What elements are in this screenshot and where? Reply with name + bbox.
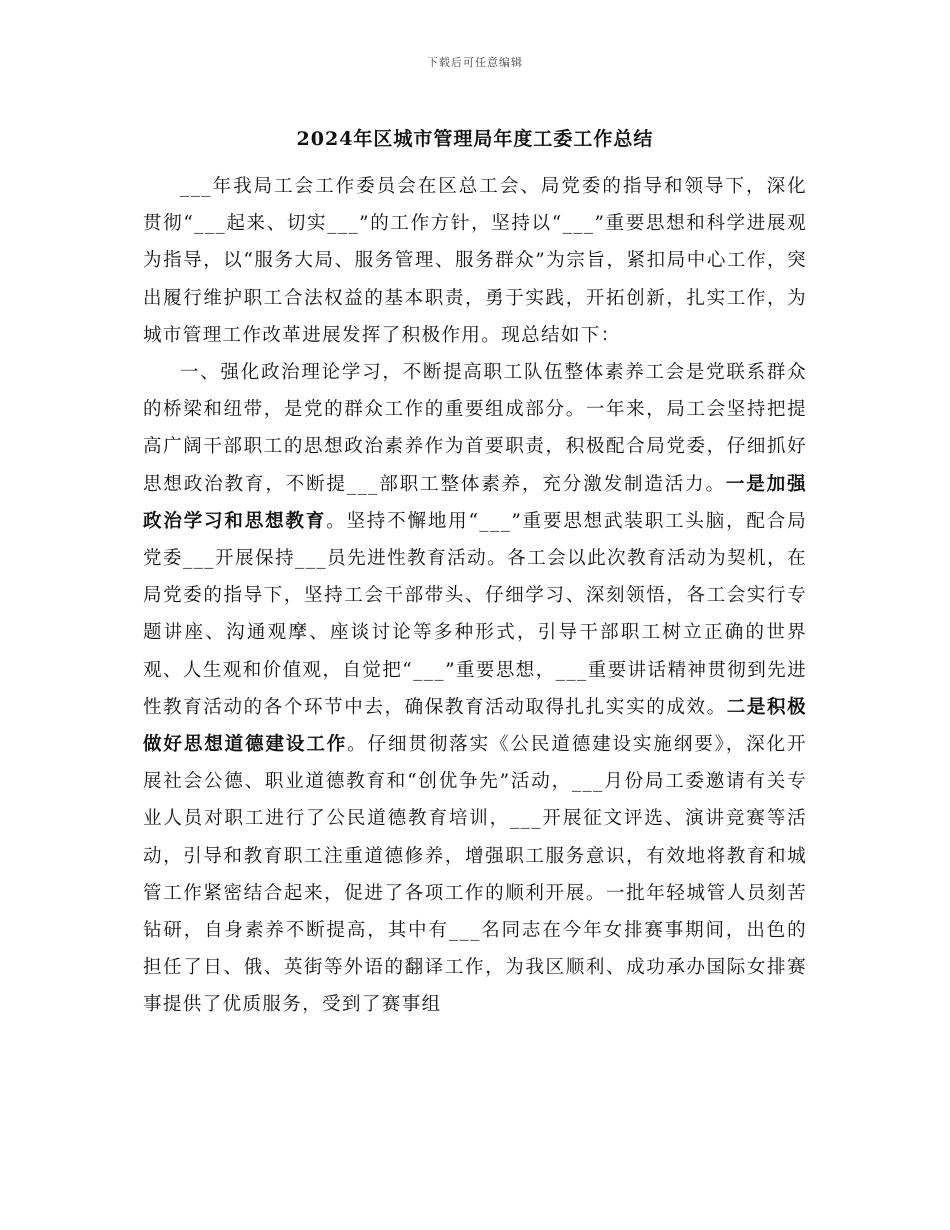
bold-subheading-politics: 一是加强政治学习和思想教育 bbox=[143, 473, 807, 532]
document-title: 2024年区城市管理局年度工委工作总结 bbox=[296, 128, 654, 150]
paragraph-intro bbox=[143, 168, 807, 354]
bold-subheading-ethics: 二是积极做好思想道德建设工作 bbox=[143, 696, 807, 756]
document-body bbox=[143, 168, 807, 1024]
paragraph-text: ___年我局工会工作委员会在区总工会、局党委的指导和领导下，深化贯彻“___起来、切实___”的工作方针，坚持以“___”重要思想和科学进展观为指导，以“服务大局、服务管理、服务群众”为宗旨，紧扣局中心工作，突出履行维护职工合法权益的基本职责，勇于实践，开拓创新，扎实工作，为城市管理工作改革进展发挥了积极作用。现总结如下： bbox=[143, 176, 807, 346]
paragraph-section-one bbox=[143, 354, 807, 1024]
page-header-note: 下载后可任意编辑 bbox=[427, 56, 523, 69]
paragraph-text: 。坚持不懈地用“___”重要思想武装职工头脑，配合局党委___开展保持___员先进性教育活动。各工会以此次教育活动为契机，在局党委的指导下，坚持工会干部带头、仔细学习、深刻领悟，各工会实行专题讲座、沟通观摩、座谈讨论等多种形式，引导干部职工树立正确的世界观、人生观和价值观，自觉把“___”重要思想，___重要讲话精神贯彻到先进性教育活动的各个环节中去，确保教育活动取得扎扎实实的成效。 bbox=[143, 510, 807, 718]
paragraph-text: 一、强化政治理论学习，不断提高职工队伍整体素养工会是党联系群众的桥梁和纽带，是党的群众工作的重要组成部分。一年来，局工会坚持把提高广阔干部职工的思想政治素养作为首要职责，积极配合局党委，仔细抓好思想政治教育，不断提___部职工整体素养，充分激发制造活力。 bbox=[143, 362, 807, 495]
paragraph-text: 。仔细贯彻落实《公民道德建设实施纲要》，深化开展社会公德、职业道德教育和“创优争先”活动，___月份局工委邀请有关专业人员对职工进行了公民道德教育培训，___开展征文评选、演讲竞赛等活动，引导和教育职工注重道德修养，增强职工服务意识，有效地将教育和城管工作紧密结合起来，促进了各项工作的顺利开展。一批年轻城管人员刻苦钻研，自身素养不断提高，其中有___名同志在今年女排赛事期间，出色的担任了日、俄、英街等外语的翻译工作，为我区顺利、成功承办国际女排赛事提供了优质服务，受到了赛事组 bbox=[143, 734, 807, 1016]
